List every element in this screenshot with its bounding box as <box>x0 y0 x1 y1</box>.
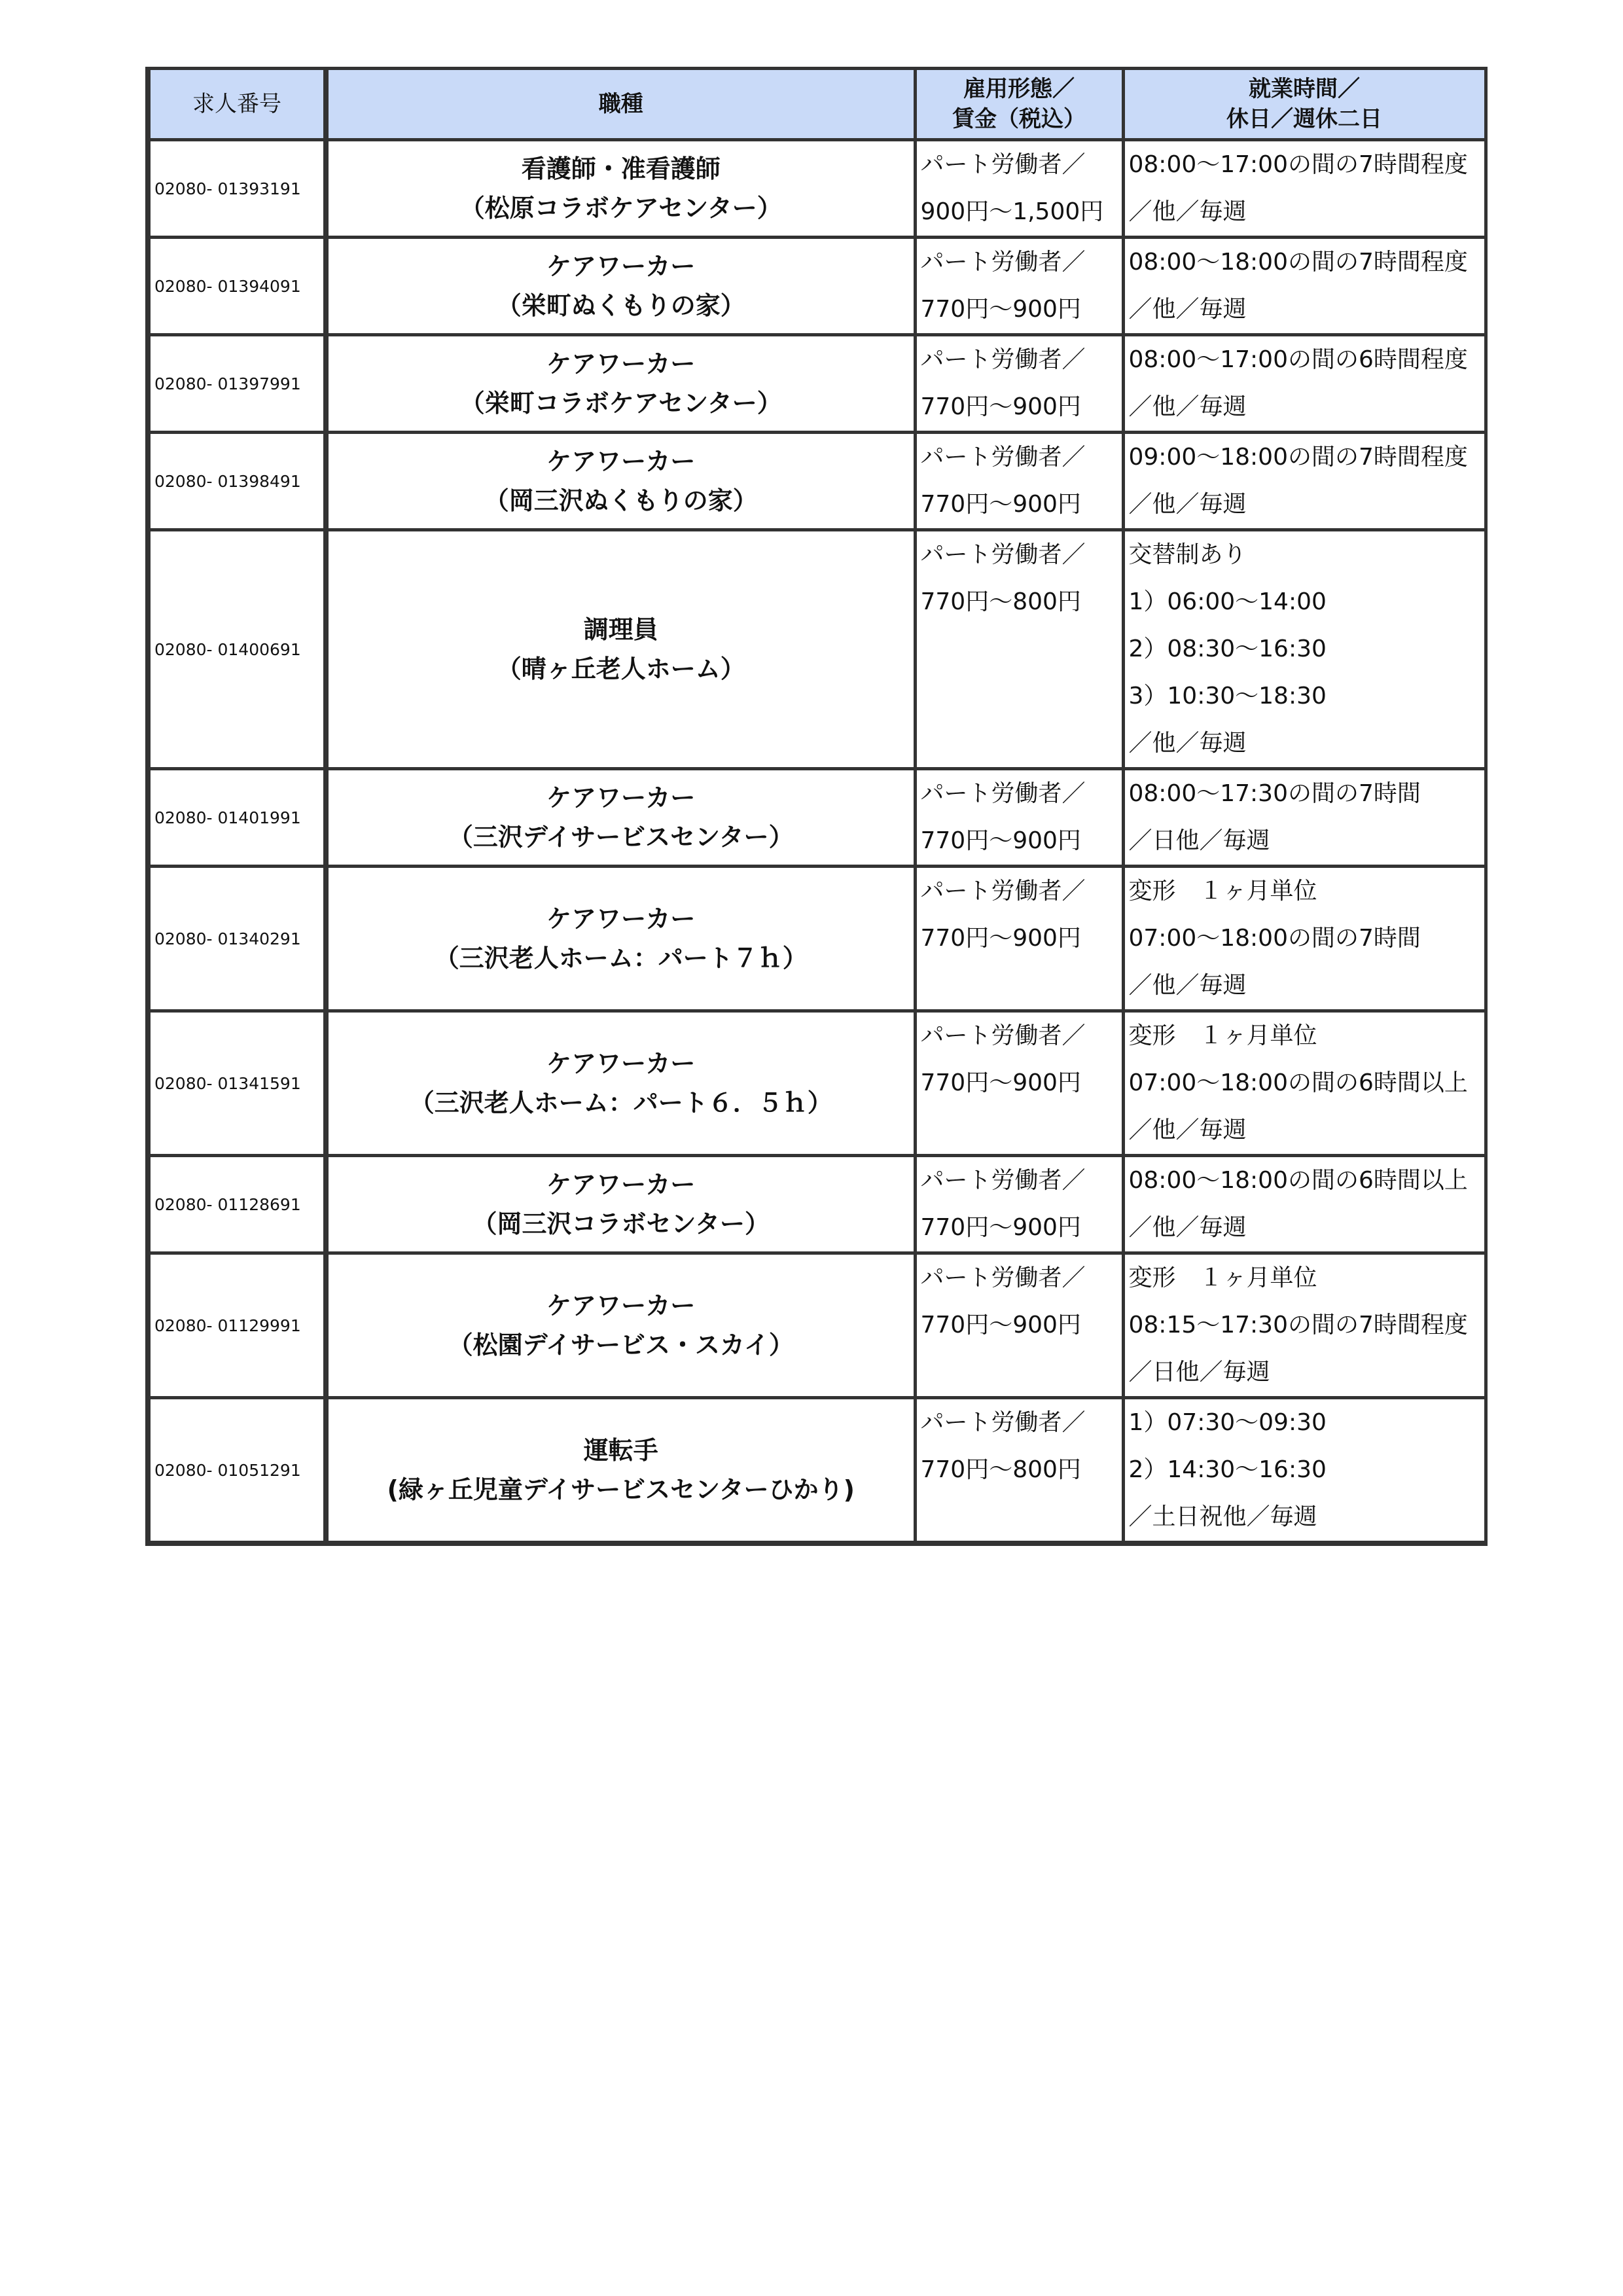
hours-line: ／他／毎週 <box>1128 393 1247 420</box>
workplace-name: （岡三沢ぬくもりの家） <box>484 486 758 515</box>
hours-holidays-cell <box>1123 335 1486 433</box>
hours-line: 07:00～18:00の間の7時間 <box>1128 925 1421 952</box>
job-number-cell: 02080- 01051291 <box>148 1398 326 1544</box>
occupation-cell <box>326 1011 915 1156</box>
job-number-cell: 02080- 01393191 <box>148 140 326 238</box>
employment-type: パート労働者／ <box>920 151 1086 178</box>
occupation-cell <box>326 140 915 238</box>
employment-type: パート労働者／ <box>920 1022 1086 1049</box>
occupation-name: ケアワーカー <box>546 350 696 378</box>
employment-wage-cell <box>915 1156 1123 1253</box>
hours-line: 変形 １ヶ月単位 <box>1128 1265 1317 1291</box>
hours-line: ／他／毎週 <box>1128 491 1247 518</box>
hours-line: 2）08:30～16:30 <box>1128 636 1327 662</box>
hours-holidays-cell <box>1123 1398 1486 1544</box>
hours-line: 08:00～18:00の間の7時間程度 <box>1128 249 1468 276</box>
employment-wage-cell <box>915 140 1123 238</box>
wage-range: 770円～900円 <box>920 1214 1081 1241</box>
wage-range: 770円～900円 <box>920 925 1081 952</box>
workplace-name: （三沢老人ホーム：パート６．５ｈ） <box>409 1088 832 1117</box>
occupation-name: 運転手 <box>583 1436 658 1465</box>
header-job-number: 求人番号 <box>148 69 326 140</box>
occupation-name: ケアワーカー <box>546 447 696 476</box>
occupation-cell <box>326 867 915 1011</box>
header-occupation: 職種 <box>326 69 915 140</box>
header-employment-line1: 雇用形態／ <box>963 76 1075 102</box>
employment-type: パート労働者／ <box>920 249 1086 276</box>
table-body <box>148 140 1486 1544</box>
job-number-cell: 02080- 01394091 <box>148 238 326 335</box>
workplace-name: （松園デイサービス・スカイ） <box>448 1331 794 1359</box>
job-number-cell: 02080- 01401991 <box>148 769 326 867</box>
hours-line: 変形 １ヶ月単位 <box>1128 1022 1317 1049</box>
hours-line: 1）07:30～09:30 <box>1128 1409 1327 1436</box>
employment-type: パート労働者／ <box>920 878 1086 905</box>
hours-line: ／土日祝他／毎週 <box>1128 1503 1317 1530</box>
workplace-name: （松原コラボケアセンター） <box>459 194 782 223</box>
employment-wage-cell <box>915 433 1123 530</box>
hours-line: 変形 １ヶ月単位 <box>1128 878 1317 905</box>
hours-line: 3）10:30～18:30 <box>1128 683 1327 709</box>
table-row <box>148 140 1486 238</box>
hours-line: ／他／毎週 <box>1128 972 1247 999</box>
header-hours-line2: 休日／週休二日 <box>1226 106 1382 132</box>
table-row <box>148 335 1486 433</box>
wage-range: 770円～900円 <box>920 491 1081 518</box>
occupation-name: ケアワーカー <box>546 905 696 933</box>
header-employment-wage <box>915 69 1123 140</box>
workplace-name: （岡三沢コラボセンター） <box>472 1210 770 1238</box>
hours-line: 08:15～17:30の間の7時間程度 <box>1128 1312 1468 1338</box>
table-row <box>148 867 1486 1011</box>
hours-holidays-cell <box>1123 1011 1486 1156</box>
hours-holidays-cell <box>1123 867 1486 1011</box>
workplace-name: (緑ヶ丘児童デイサービスセンターひかり) <box>387 1475 855 1504</box>
table-row <box>148 1011 1486 1156</box>
workplace-name: （栄町ぬくもりの家） <box>496 291 745 320</box>
job-listing-table <box>145 67 1488 1546</box>
hours-line: ／日他／毎週 <box>1128 1359 1270 1386</box>
occupation-cell <box>326 530 915 769</box>
hours-holidays-cell <box>1123 433 1486 530</box>
hours-line: 1）06:00～14:00 <box>1128 588 1327 615</box>
employment-wage-cell <box>915 530 1123 769</box>
hours-line: 交替制あり <box>1128 541 1247 568</box>
wage-range: 770円～900円 <box>920 296 1081 323</box>
occupation-name: ケアワーカー <box>546 783 696 812</box>
wage-range: 770円～900円 <box>920 1069 1081 1096</box>
workplace-name: （晴ヶ丘老人ホーム） <box>496 655 745 683</box>
hours-line: 08:00～17:30の間の7時間 <box>1128 780 1421 807</box>
employment-type: パート労働者／ <box>920 444 1086 471</box>
hours-line: ／他／毎週 <box>1128 1117 1247 1143</box>
wage-range: 770円～900円 <box>920 1312 1081 1338</box>
wage-range: 770円～800円 <box>920 1456 1081 1483</box>
job-number-cell: 02080- 01398491 <box>148 433 326 530</box>
employment-wage-cell <box>915 867 1123 1011</box>
occupation-name: ケアワーカー <box>546 1291 696 1320</box>
hours-holidays-cell <box>1123 1253 1486 1398</box>
table-row <box>148 530 1486 769</box>
wage-range: 900円～1,500円 <box>920 198 1104 225</box>
employment-type: パート労働者／ <box>920 541 1086 568</box>
hours-line: ／他／毎週 <box>1128 296 1247 323</box>
occupation-cell <box>326 335 915 433</box>
employment-wage-cell <box>915 1398 1123 1544</box>
occupation-name: 調理員 <box>583 615 658 644</box>
employment-type: パート労働者／ <box>920 1167 1086 1194</box>
workplace-name: （三沢老人ホーム：パート７ｈ） <box>434 944 808 973</box>
occupation-cell <box>326 1253 915 1398</box>
hours-line: ／他／毎週 <box>1128 1214 1247 1241</box>
header-employment-line2: 賃金（税込） <box>952 106 1086 132</box>
hours-line: ／日他／毎週 <box>1128 827 1270 854</box>
table-row <box>148 238 1486 335</box>
hours-holidays-cell <box>1123 530 1486 769</box>
hours-holidays-cell <box>1123 1156 1486 1253</box>
table-row <box>148 1398 1486 1544</box>
hours-holidays-cell <box>1123 238 1486 335</box>
table-header-row <box>148 69 1486 140</box>
hours-holidays-cell <box>1123 140 1486 238</box>
occupation-name: ケアワーカー <box>546 1049 696 1078</box>
employment-type: パート労働者／ <box>920 346 1086 373</box>
workplace-name: （三沢デイサービスセンター） <box>448 823 794 852</box>
table-row <box>148 433 1486 530</box>
occupation-name: ケアワーカー <box>546 1170 696 1199</box>
employment-wage-cell <box>915 769 1123 867</box>
occupation-cell <box>326 238 915 335</box>
job-number-cell: 02080- 01400691 <box>148 530 326 769</box>
job-number-cell: 02080- 01340291 <box>148 867 326 1011</box>
table-row <box>148 1156 1486 1253</box>
workplace-name: （栄町コラボケアセンター） <box>459 389 782 418</box>
wage-range: 770円～900円 <box>920 393 1081 420</box>
table-row <box>148 769 1486 867</box>
occupation-name: 看護師・准看護師 <box>521 154 721 183</box>
hours-line: 08:00～18:00の間の6時間以上 <box>1128 1167 1468 1194</box>
wage-range: 770円～900円 <box>920 827 1081 854</box>
job-number-cell: 02080- 01341591 <box>148 1011 326 1156</box>
hours-holidays-cell <box>1123 769 1486 867</box>
wage-range: 770円～800円 <box>920 588 1081 615</box>
header-hours-holidays <box>1123 69 1486 140</box>
hours-line: ／他／毎週 <box>1128 730 1247 757</box>
occupation-cell <box>326 769 915 867</box>
hours-line: 2）14:30～16:30 <box>1128 1456 1327 1483</box>
occupation-cell <box>326 1156 915 1253</box>
hours-line: 08:00～17:00の間の6時間程度 <box>1128 346 1468 373</box>
hours-line: 08:00～17:00の間の7時間程度 <box>1128 151 1468 178</box>
employment-wage-cell <box>915 1011 1123 1156</box>
hours-line: 07:00～18:00の間の6時間以上 <box>1128 1069 1468 1096</box>
table-row <box>148 1253 1486 1398</box>
hours-line: 09:00～18:00の間の7時間程度 <box>1128 444 1468 471</box>
employment-wage-cell <box>915 335 1123 433</box>
occupation-cell <box>326 433 915 530</box>
employment-type: パート労働者／ <box>920 780 1086 807</box>
job-number-cell: 02080- 01397991 <box>148 335 326 433</box>
occupation-cell <box>326 1398 915 1544</box>
employment-wage-cell <box>915 1253 1123 1398</box>
header-hours-line1: 就業時間／ <box>1249 76 1360 102</box>
job-number-cell: 02080- 01128691 <box>148 1156 326 1253</box>
employment-wage-cell <box>915 238 1123 335</box>
hours-line: ／他／毎週 <box>1128 198 1247 225</box>
employment-type: パート労働者／ <box>920 1409 1086 1436</box>
occupation-name: ケアワーカー <box>546 252 696 281</box>
job-number-cell: 02080- 01129991 <box>148 1253 326 1398</box>
employment-type: パート労働者／ <box>920 1265 1086 1291</box>
